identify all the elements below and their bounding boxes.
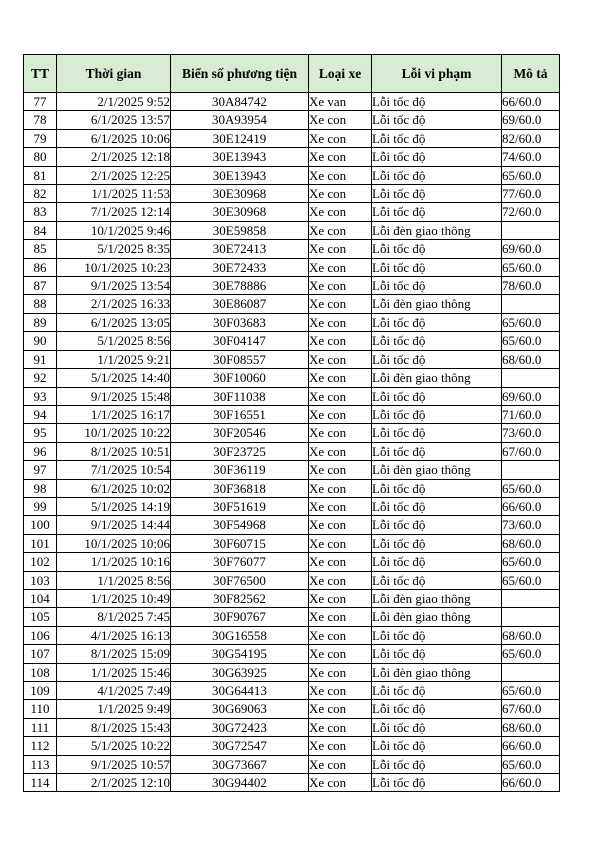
cell-time: 2/1/2025 12:25 [57, 166, 171, 184]
cell-time: 7/1/2025 12:14 [57, 203, 171, 221]
table-row [24, 608, 560, 626]
table-row [24, 387, 560, 405]
violations-table [23, 54, 560, 792]
cell-tt: 97 [24, 461, 57, 479]
cell-vehicle-type: Xe con [309, 553, 372, 571]
cell-time: 1/1/2025 11:53 [57, 185, 171, 203]
table-row [24, 424, 560, 442]
cell-violation: Lỗi tốc độ [372, 479, 502, 497]
cell-description: 65/60.0 [502, 258, 560, 276]
cell-plate: 30F36818 [171, 479, 309, 497]
cell-description: 68/60.0 [502, 626, 560, 644]
cell-plate: 30G54195 [171, 645, 309, 663]
table-row [24, 461, 560, 479]
cell-description: 69/60.0 [502, 387, 560, 405]
cell-description: 65/60.0 [502, 479, 560, 497]
cell-plate: 30F08557 [171, 350, 309, 368]
table-row [24, 258, 560, 276]
cell-violation: Lỗi tốc độ [372, 534, 502, 552]
table-row [24, 405, 560, 423]
cell-tt: 82 [24, 185, 57, 203]
cell-vehicle-type: Xe con [309, 405, 372, 423]
cell-violation: Lỗi đèn giao thông [372, 461, 502, 479]
cell-tt: 99 [24, 497, 57, 515]
cell-description: 69/60.0 [502, 111, 560, 129]
cell-description [502, 608, 560, 626]
cell-vehicle-type: Xe con [309, 313, 372, 331]
cell-tt: 88 [24, 295, 57, 313]
cell-description: 82/60.0 [502, 129, 560, 147]
cell-violation: Lỗi tốc độ [372, 424, 502, 442]
cell-violation: Lỗi đèn giao thông [372, 663, 502, 681]
cell-plate: 30E12419 [171, 129, 309, 147]
cell-violation: Lỗi tốc độ [372, 166, 502, 184]
table-row [24, 645, 560, 663]
table-row [24, 589, 560, 607]
cell-description [502, 461, 560, 479]
cell-tt: 90 [24, 332, 57, 350]
table-row [24, 755, 560, 773]
cell-vehicle-type: Xe con [309, 682, 372, 700]
cell-plate: 30G63925 [171, 663, 309, 681]
cell-time: 10/1/2025 9:46 [57, 221, 171, 239]
cell-vehicle-type: Xe con [309, 148, 372, 166]
cell-time: 10/1/2025 10:22 [57, 424, 171, 442]
cell-vehicle-type: Xe con [309, 497, 372, 515]
cell-vehicle-type: Xe con [309, 442, 372, 460]
cell-violation: Lỗi đèn giao thông [372, 589, 502, 607]
cell-time: 9/1/2025 14:44 [57, 516, 171, 534]
cell-description: 67/60.0 [502, 700, 560, 718]
table-row [24, 497, 560, 515]
cell-description: 73/60.0 [502, 424, 560, 442]
cell-violation: Lỗi tốc độ [372, 626, 502, 644]
cell-violation: Lỗi tốc độ [372, 258, 502, 276]
cell-vehicle-type: Xe con [309, 589, 372, 607]
cell-time: 6/1/2025 13:05 [57, 313, 171, 331]
cell-time: 2/1/2025 16:33 [57, 295, 171, 313]
table-row [24, 332, 560, 350]
cell-violation: Lỗi tốc độ [372, 516, 502, 534]
cell-vehicle-type: Xe con [309, 663, 372, 681]
cell-description: 71/60.0 [502, 405, 560, 423]
cell-violation: Lỗi tốc độ [372, 332, 502, 350]
cell-tt: 112 [24, 737, 57, 755]
cell-time: 1/1/2025 9:21 [57, 350, 171, 368]
cell-tt: 108 [24, 663, 57, 681]
cell-plate: 30A84742 [171, 93, 309, 111]
cell-time: 5/1/2025 8:35 [57, 240, 171, 258]
cell-plate: 30F36119 [171, 461, 309, 479]
table-row [24, 129, 560, 147]
cell-plate: 30F23725 [171, 442, 309, 460]
cell-tt: 101 [24, 534, 57, 552]
cell-violation: Lỗi tốc độ [372, 277, 502, 295]
table-row [24, 185, 560, 203]
cell-violation: Lỗi tốc độ [372, 313, 502, 331]
cell-time: 1/1/2025 10:49 [57, 589, 171, 607]
table-row [24, 369, 560, 387]
cell-plate: 30G72423 [171, 718, 309, 736]
cell-violation: Lỗi tốc độ [372, 111, 502, 129]
cell-tt: 83 [24, 203, 57, 221]
cell-tt: 80 [24, 148, 57, 166]
cell-description: 74/60.0 [502, 148, 560, 166]
cell-plate: 30G64413 [171, 682, 309, 700]
table-row [24, 663, 560, 681]
cell-vehicle-type: Xe con [309, 718, 372, 736]
cell-time: 10/1/2025 10:23 [57, 258, 171, 276]
cell-vehicle-type: Xe con [309, 516, 372, 534]
cell-tt: 110 [24, 700, 57, 718]
cell-description: 68/60.0 [502, 350, 560, 368]
cell-description: 77/60.0 [502, 185, 560, 203]
cell-vehicle-type: Xe con [309, 387, 372, 405]
cell-vehicle-type: Xe con [309, 350, 372, 368]
cell-tt: 81 [24, 166, 57, 184]
cell-vehicle-type: Xe con [309, 221, 372, 239]
cell-time: 5/1/2025 14:40 [57, 369, 171, 387]
table-row [24, 111, 560, 129]
cell-tt: 89 [24, 313, 57, 331]
cell-vehicle-type: Xe con [309, 608, 372, 626]
cell-description: 65/60.0 [502, 166, 560, 184]
table-row [24, 534, 560, 552]
cell-time: 5/1/2025 8:56 [57, 332, 171, 350]
cell-description: 65/60.0 [502, 682, 560, 700]
cell-tt: 94 [24, 405, 57, 423]
cell-plate: 30E13943 [171, 166, 309, 184]
cell-description: 66/60.0 [502, 737, 560, 755]
cell-description: 65/60.0 [502, 553, 560, 571]
cell-vehicle-type: Xe con [309, 277, 372, 295]
cell-time: 8/1/2025 7:45 [57, 608, 171, 626]
table-row [24, 479, 560, 497]
cell-time: 8/1/2025 10:51 [57, 442, 171, 460]
cell-time: 4/1/2025 7:49 [57, 682, 171, 700]
cell-time: 9/1/2025 10:57 [57, 755, 171, 773]
cell-time: 6/1/2025 13:57 [57, 111, 171, 129]
cell-violation: Lỗi tốc độ [372, 571, 502, 589]
cell-plate: 30F76500 [171, 571, 309, 589]
table-row [24, 737, 560, 755]
cell-time: 1/1/2025 8:56 [57, 571, 171, 589]
cell-description: 73/60.0 [502, 516, 560, 534]
table-row [24, 700, 560, 718]
header-description: Mô tả [502, 55, 560, 93]
cell-time: 1/1/2025 16:17 [57, 405, 171, 423]
cell-time: 5/1/2025 14:19 [57, 497, 171, 515]
table-row [24, 148, 560, 166]
cell-tt: 106 [24, 626, 57, 644]
cell-time: 2/1/2025 12:10 [57, 774, 171, 792]
cell-plate: 30E59858 [171, 221, 309, 239]
cell-vehicle-type: Xe con [309, 166, 372, 184]
cell-time: 8/1/2025 15:09 [57, 645, 171, 663]
cell-tt: 114 [24, 774, 57, 792]
cell-tt: 107 [24, 645, 57, 663]
cell-description: 65/60.0 [502, 332, 560, 350]
table-row [24, 442, 560, 460]
cell-plate: 30E72433 [171, 258, 309, 276]
cell-time: 10/1/2025 10:06 [57, 534, 171, 552]
cell-violation: Lỗi tốc độ [372, 203, 502, 221]
cell-vehicle-type: Xe con [309, 626, 372, 644]
table-row [24, 166, 560, 184]
table-row [24, 626, 560, 644]
cell-violation: Lỗi tốc độ [372, 350, 502, 368]
table-row [24, 718, 560, 736]
cell-vehicle-type: Xe con [309, 203, 372, 221]
table-row [24, 203, 560, 221]
cell-time: 5/1/2025 10:22 [57, 737, 171, 755]
table-header [24, 55, 560, 93]
cell-vehicle-type: Xe con [309, 774, 372, 792]
cell-vehicle-type: Xe con [309, 129, 372, 147]
cell-tt: 113 [24, 755, 57, 773]
header-row [24, 55, 560, 93]
cell-tt: 92 [24, 369, 57, 387]
cell-tt: 102 [24, 553, 57, 571]
cell-violation: Lỗi đèn giao thông [372, 221, 502, 239]
cell-time: 7/1/2025 10:54 [57, 461, 171, 479]
cell-tt: 98 [24, 479, 57, 497]
cell-vehicle-type: Xe con [309, 185, 372, 203]
cell-description: 72/60.0 [502, 203, 560, 221]
cell-plate: 30F90767 [171, 608, 309, 626]
cell-tt: 84 [24, 221, 57, 239]
cell-description: 68/60.0 [502, 718, 560, 736]
cell-vehicle-type: Xe con [309, 461, 372, 479]
cell-violation: Lỗi đèn giao thông [372, 369, 502, 387]
cell-time: 1/1/2025 9:49 [57, 700, 171, 718]
cell-plate: 30F03683 [171, 313, 309, 331]
cell-description [502, 221, 560, 239]
header-plate: Biển số phương tiện [171, 55, 309, 93]
cell-tt: 91 [24, 350, 57, 368]
cell-plate: 30E72413 [171, 240, 309, 258]
cell-description [502, 589, 560, 607]
header-violation: Lỗi vi phạm [372, 55, 502, 93]
cell-violation: Lỗi tốc độ [372, 185, 502, 203]
header-time: Thời gian [57, 55, 171, 93]
cell-time: 4/1/2025 16:13 [57, 626, 171, 644]
table-row [24, 350, 560, 368]
cell-violation: Lỗi tốc độ [372, 682, 502, 700]
cell-violation: Lỗi đèn giao thông [372, 608, 502, 626]
cell-description: 67/60.0 [502, 442, 560, 460]
cell-time: 6/1/2025 10:02 [57, 479, 171, 497]
cell-plate: 30F82562 [171, 589, 309, 607]
table-row [24, 277, 560, 295]
cell-plate: 30F60715 [171, 534, 309, 552]
cell-vehicle-type: Xe con [309, 571, 372, 589]
cell-description: 69/60.0 [502, 240, 560, 258]
table-row [24, 313, 560, 331]
cell-violation: Lỗi tốc độ [372, 129, 502, 147]
cell-description: 65/60.0 [502, 313, 560, 331]
header-vehicle-type: Loại xe [309, 55, 372, 93]
cell-description: 66/60.0 [502, 497, 560, 515]
cell-violation: Lỗi tốc độ [372, 405, 502, 423]
cell-description: 65/60.0 [502, 645, 560, 663]
cell-plate: 30F54968 [171, 516, 309, 534]
cell-violation: Lỗi tốc độ [372, 774, 502, 792]
cell-description: 66/60.0 [502, 774, 560, 792]
cell-violation: Lỗi tốc độ [372, 700, 502, 718]
cell-time: 8/1/2025 15:43 [57, 718, 171, 736]
cell-vehicle-type: Xe con [309, 534, 372, 552]
cell-plate: 30E30968 [171, 185, 309, 203]
cell-plate: 30E86087 [171, 295, 309, 313]
cell-tt: 93 [24, 387, 57, 405]
cell-vehicle-type: Xe con [309, 295, 372, 313]
cell-violation: Lỗi tốc độ [372, 755, 502, 773]
cell-description: 66/60.0 [502, 93, 560, 111]
cell-plate: 30G73667 [171, 755, 309, 773]
cell-plate: 30F11038 [171, 387, 309, 405]
cell-plate: 30F10060 [171, 369, 309, 387]
cell-time: 9/1/2025 15:48 [57, 387, 171, 405]
cell-vehicle-type: Xe con [309, 258, 372, 276]
cell-vehicle-type: Xe con [309, 645, 372, 663]
cell-description: 68/60.0 [502, 534, 560, 552]
cell-violation: Lỗi tốc độ [372, 148, 502, 166]
cell-violation: Lỗi tốc độ [372, 737, 502, 755]
cell-tt: 86 [24, 258, 57, 276]
table-row [24, 553, 560, 571]
cell-vehicle-type: Xe van [309, 93, 372, 111]
cell-tt: 87 [24, 277, 57, 295]
cell-vehicle-type: Xe con [309, 369, 372, 387]
cell-time: 2/1/2025 12:18 [57, 148, 171, 166]
cell-tt: 111 [24, 718, 57, 736]
cell-tt: 96 [24, 442, 57, 460]
cell-plate: 30G94402 [171, 774, 309, 792]
cell-plate: 30E30968 [171, 203, 309, 221]
cell-vehicle-type: Xe con [309, 332, 372, 350]
cell-time: 2/1/2025 9:52 [57, 93, 171, 111]
cell-tt: 77 [24, 93, 57, 111]
cell-tt: 104 [24, 589, 57, 607]
table-row [24, 240, 560, 258]
cell-violation: Lỗi tốc độ [372, 645, 502, 663]
cell-vehicle-type: Xe con [309, 700, 372, 718]
cell-vehicle-type: Xe con [309, 479, 372, 497]
cell-plate: 30F16551 [171, 405, 309, 423]
table-row [24, 774, 560, 792]
table-row [24, 295, 560, 313]
cell-plate: 30F20546 [171, 424, 309, 442]
cell-vehicle-type: Xe con [309, 424, 372, 442]
cell-plate: 30E13943 [171, 148, 309, 166]
cell-description: 65/60.0 [502, 755, 560, 773]
cell-violation: Lỗi tốc độ [372, 240, 502, 258]
cell-description [502, 369, 560, 387]
cell-violation: Lỗi tốc độ [372, 553, 502, 571]
cell-plate: 30F51619 [171, 497, 309, 515]
cell-plate: 30G72547 [171, 737, 309, 755]
cell-description: 65/60.0 [502, 571, 560, 589]
table-row [24, 221, 560, 239]
table-row [24, 516, 560, 534]
cell-time: 1/1/2025 10:16 [57, 553, 171, 571]
cell-plate: 30G16558 [171, 626, 309, 644]
cell-violation: Lỗi tốc độ [372, 93, 502, 111]
cell-violation: Lỗi đèn giao thông [372, 295, 502, 313]
cell-tt: 85 [24, 240, 57, 258]
cell-plate: 30F04147 [171, 332, 309, 350]
cell-time: 1/1/2025 15:46 [57, 663, 171, 681]
cell-tt: 105 [24, 608, 57, 626]
cell-tt: 103 [24, 571, 57, 589]
cell-tt: 79 [24, 129, 57, 147]
cell-tt: 78 [24, 111, 57, 129]
cell-vehicle-type: Xe con [309, 755, 372, 773]
cell-vehicle-type: Xe con [309, 240, 372, 258]
cell-vehicle-type: Xe con [309, 737, 372, 755]
table-row [24, 571, 560, 589]
cell-time: 6/1/2025 10:06 [57, 129, 171, 147]
cell-violation: Lỗi tốc độ [372, 442, 502, 460]
cell-vehicle-type: Xe con [309, 111, 372, 129]
cell-plate: 30A93954 [171, 111, 309, 129]
cell-tt: 95 [24, 424, 57, 442]
cell-tt: 100 [24, 516, 57, 534]
cell-violation: Lỗi tốc độ [372, 387, 502, 405]
cell-description: 78/60.0 [502, 277, 560, 295]
table-row [24, 682, 560, 700]
header-tt: TT [24, 55, 57, 93]
cell-violation: Lỗi tốc độ [372, 718, 502, 736]
cell-plate: 30F76077 [171, 553, 309, 571]
table-row [24, 93, 560, 111]
cell-time: 9/1/2025 13:54 [57, 277, 171, 295]
cell-plate: 30G69063 [171, 700, 309, 718]
cell-tt: 109 [24, 682, 57, 700]
cell-plate: 30E78886 [171, 277, 309, 295]
cell-description [502, 663, 560, 681]
cell-description [502, 295, 560, 313]
table-body [24, 93, 560, 792]
cell-violation: Lỗi tốc độ [372, 497, 502, 515]
